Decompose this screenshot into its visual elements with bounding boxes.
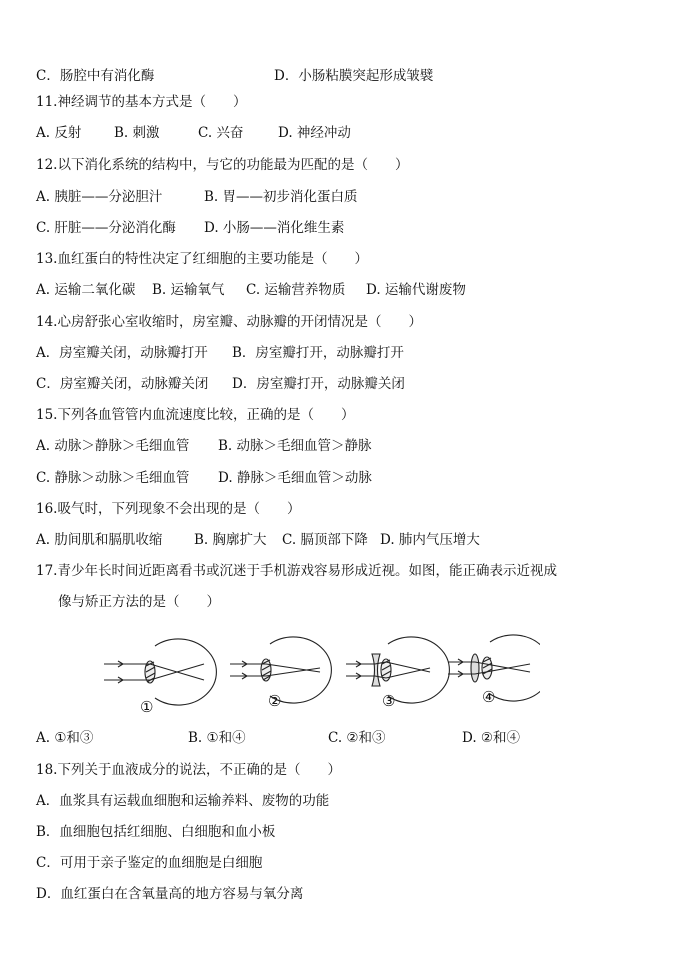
q16-option-d[interactable]: D. 肺内气压增大 (380, 532, 480, 548)
q15-option-d[interactable]: D. 静脉＞毛细血管＞动脉 (218, 470, 372, 486)
q17-option-d[interactable]: D. ②和④ (462, 730, 521, 746)
q14-option-a[interactable]: A．房室瓣关闭，动脉瓣打开 (36, 345, 208, 361)
q18-option-a[interactable]: A．血浆具有运载血细胞和运输养料、废物的功能 (36, 793, 330, 809)
q12-stem: 12.以下消化系统的结构中，与它的功能最为匹配的是（ ） (36, 157, 409, 173)
q11-option-d[interactable]: D. 神经冲动 (278, 125, 351, 141)
q18-option-d[interactable]: D．血红蛋白在含氧量高的地方容易与氧分离 (36, 886, 304, 902)
eye-diagram-figure (100, 626, 540, 716)
q10-option-d[interactable]: D．小肠粘膜突起形成皱襞 (274, 68, 434, 84)
q13-stem: 13.血红蛋白的特性决定了红细胞的主要功能是（ ） (36, 251, 368, 267)
q17-option-b[interactable]: B. ①和④ (188, 730, 246, 746)
q14-option-d[interactable]: D．房室瓣打开，动脉瓣关闭 (232, 376, 405, 392)
q17-stem-line2: 像与矫正方法的是（ ） (58, 594, 220, 610)
q17-option-c[interactable]: C. ②和③ (328, 730, 386, 746)
eye-diagram-1 (104, 639, 216, 705)
q13-options (36, 280, 668, 300)
q11-option-a[interactable]: A. 反射 (36, 125, 82, 141)
q14-stem: 14.心房舒张心室收缩时，房室瓣、动脉瓣的开闭情况是（ ） (36, 314, 422, 330)
q15-stem: 15.下列各血管管内血流速度比较，正确的是（ ） (36, 407, 355, 423)
q11-option-b[interactable]: B. 刺激 (114, 125, 160, 141)
q17-option-a[interactable]: A. ①和③ (36, 730, 94, 746)
q16-stem: 16.吸气时，下列现象不会出现的是（ ） (36, 501, 301, 517)
q16-option-c[interactable]: C. 膈顶部下降 (282, 532, 368, 548)
q13-option-a[interactable]: A. 运输二氧化碳 (36, 282, 136, 298)
q11-option-c[interactable]: C. 兴奋 (198, 125, 244, 141)
q13-option-c[interactable]: C. 运输营养物质 (246, 282, 346, 298)
q18-option-b[interactable]: B．血细胞包括红细胞、白细胞和血小板 (36, 824, 276, 840)
q13-option-b[interactable]: B. 运输氧气 (152, 282, 225, 298)
q11-options (36, 123, 668, 143)
q12-options-row1 (36, 187, 668, 207)
q12-options-row2 (36, 218, 668, 238)
q18-option-c[interactable]: C．可用于亲子鉴定的血细胞是白细胞 (36, 855, 263, 871)
q13-option-d[interactable]: D. 运输代谢废物 (366, 282, 466, 298)
eye-diagram-label-3: ③ (382, 692, 396, 710)
q15-option-a[interactable]: A. 动脉＞静脉＞毛细血管 (36, 438, 190, 454)
q14-option-c[interactable]: C．房室瓣关闭，动脉瓣关闭 (36, 376, 209, 392)
eye-diagram-label-1: ① (140, 698, 154, 716)
q15-option-c[interactable]: C. 静脉＞动脉＞毛细血管 (36, 470, 190, 486)
q14-option-b[interactable]: B．房室瓣打开，动脉瓣打开 (232, 345, 404, 361)
q15-option-b[interactable]: B. 动脉＞毛细血管＞静脉 (218, 438, 372, 454)
q12-option-b[interactable]: B. 胃——初步消化蛋白质 (204, 189, 358, 205)
q16-option-a[interactable]: A. 肋间肌和膈肌收缩 (36, 532, 163, 548)
q15-options-row1 (36, 436, 668, 456)
eye-diagram-label-4: ④ (482, 688, 496, 706)
q14-options-row2 (36, 374, 668, 394)
q12-option-c[interactable]: C. 肝脏——分泌消化酶 (36, 220, 176, 236)
q10-option-c[interactable]: C．肠腔中有消化酶 (36, 68, 155, 84)
q16-option-b[interactable]: B. 胸廓扩大 (194, 532, 267, 548)
q17-options (36, 728, 668, 748)
q10-options (36, 66, 668, 86)
eye-diagram-label-2: ② (268, 692, 282, 710)
q17-stem-line1: 17.青少年长时间近距离看书或沉迷于手机游戏容易形成近视。如图，能正确表示近视成 (36, 563, 557, 579)
q18-stem: 18.下列关于血液成分的说法，不正确的是（ ） (36, 762, 341, 778)
q16-options (36, 530, 668, 550)
q12-option-d[interactable]: D. 小肠——消化维生素 (204, 220, 345, 236)
q11-stem: 11.神经调节的基本方式是（ ） (36, 94, 247, 110)
q14-options-row1 (36, 343, 668, 363)
eye-diagram-3 (346, 637, 449, 703)
q12-option-a[interactable]: A. 胰脏——分泌胆汁 (36, 189, 163, 205)
q15-options-row2 (36, 468, 668, 488)
